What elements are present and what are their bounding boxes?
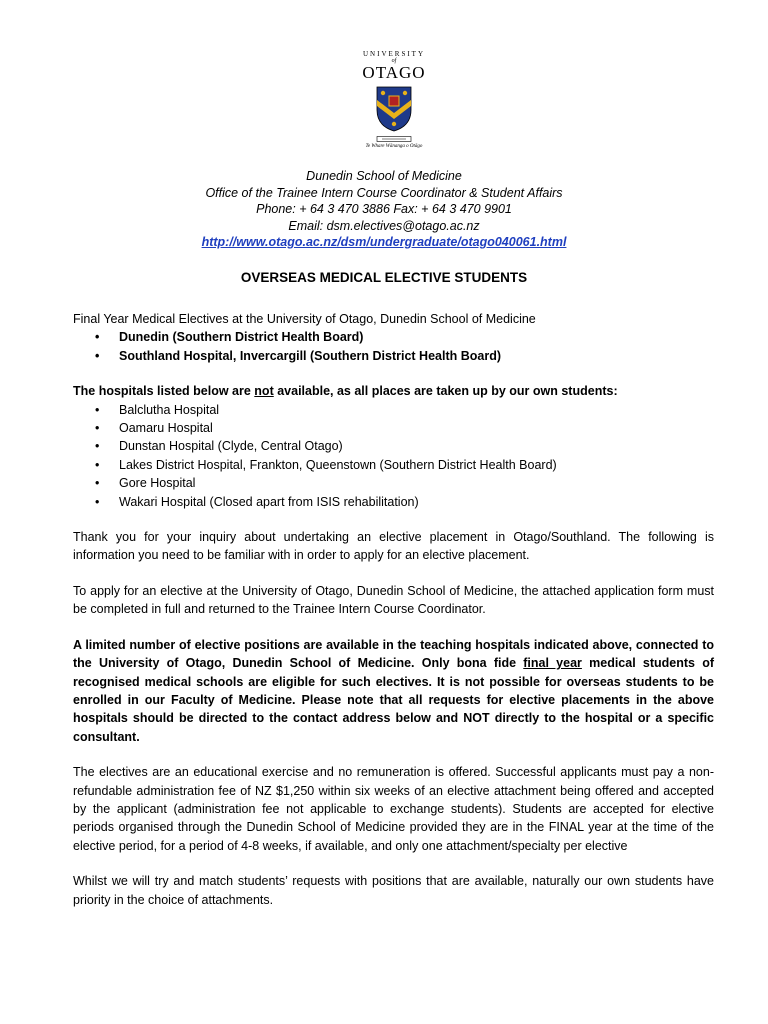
website-link[interactable]: http://www.otago.ac.nz/dsm/undergraduate/otago040061.html [201,235,567,249]
paragraph-limited-positions [73,636,714,746]
coat-of-arms-icon [376,86,412,132]
electives-list [73,328,714,365]
motto-scroll-icon [376,136,412,142]
unavailable-heading-post: available, as all places are taken up by our own students: [273,384,618,399]
paragraph-limited-emphasis: final year [523,656,582,671]
unavailable-heading-pre: The hospitals listed below are [73,384,255,399]
paragraph-apply: To apply for an elective at the University of Otago, Dunedin School of Medicine, the attached application form must be completed in full and returned to the Trainee Intern Course Coordinator. [73,583,714,617]
list-item: • Southland Hospital, Invercargill (Southern District Health Board) [73,347,714,365]
unavailable-list [73,401,714,511]
electives-intro: Final Year Medical Electives at the University of Otago, Dunedin School of Medicine [73,312,536,326]
document-body [73,310,714,909]
paragraph-priority: Whilst we will try and match students’ requests with positions that are available, naturally our own students have priority in the choice of attachments. [73,874,714,907]
list-item: • Balclutha Hospital [73,401,714,419]
unavailable-heading-emphasis: not [254,384,274,399]
paragraph-limited-post: medical students of recognised medical schools are eligible for such electives. It is not possible for overseas students to be enrolled in our Faculty of Medicine. Please note that all requests for elective placements in the above hospitals should be directed to the contact address below and NOT directly to the hospital or a specific consultant. [73,656,714,744]
school-name: Dunedin School of Medicine [306,169,462,183]
page-title: OVERSEAS MEDICAL ELECTIVE STUDENTS [240,270,528,285]
email-line: Email: dsm.electives@otago.ac.nz [288,218,480,233]
paragraph-inquiry: Thank you for your inquiry about undertaking an elective placement in Otago/Southland. The following is information you need to be familiar with in order to apply for an elective placement. [73,530,714,563]
list-item: • Dunedin (Southern District Health Board) [73,328,714,346]
phone-fax: Phone: + 64 3 470 3886 Fax: + 64 3 470 9901 [256,202,512,216]
list-item: • Oamaru Hospital [73,419,714,437]
unavailable-heading [73,382,714,400]
office-name: Office of the Trainee Intern Course Coordinator & Student Affairs [205,185,563,200]
paragraph-fees: The electives are an educational exercise and no remuneration is offered. Successful applicants must pay a non-refundable administration fee of NZ $1,250 within six weeks of an elective attachment being offered and accepted by the applicant (administration fee not applicable to exchange students). Students are accepted for elective periods organised through the Dunedin School of Medicine provided they are in the FINAL year at the time of the elective period, for a period of 4-8 weeks, if available, and only one attachment/specialty per elective [73,765,714,853]
list-item: • Lakes District Hospital, Frankton, Queenstown (Southern District Health Board) [73,456,714,474]
university-logo [344,50,444,149]
logo-motto: Te Whare Wānanga o Otāgo [365,144,423,149]
logo-university-text: UNIVERSITY [363,50,425,58]
list-item: • Wakari Hospital (Closed apart from ISIS rehabilitation) [73,493,714,511]
contact-block [0,168,768,251]
paragraph-limited-pre: A limited number of elective positions are available in the teaching hospitals indicated above, connected to the University of Otago, Dunedin School of Medicine. Only bona fide [73,637,714,671]
list-item: • Dunstan Hospital (Clyde, Central Otago) [73,437,714,455]
logo-of-text: of [391,58,397,64]
list-item: • Gore Hospital [73,474,714,492]
logo-otago-text: OTAGO [362,63,426,82]
